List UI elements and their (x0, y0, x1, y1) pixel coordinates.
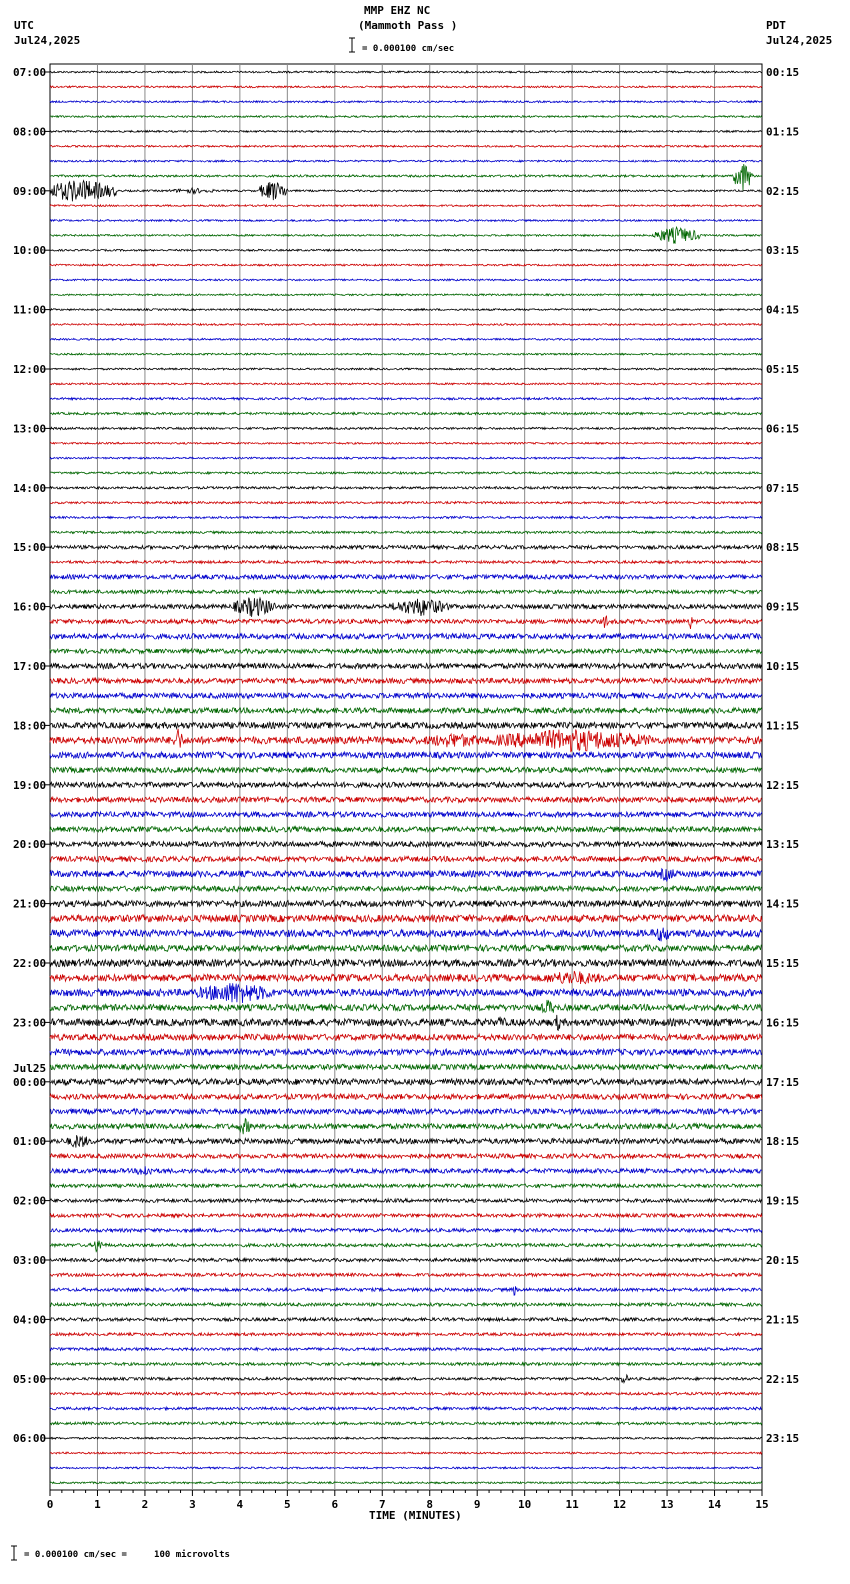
utc-hour-label: 13:00 (13, 422, 47, 436)
pdt-hour-label: 05:15 (766, 363, 800, 376)
x-axis-title: TIME (MINUTES) (369, 1509, 462, 1522)
x-tick-label: 13 (660, 1498, 674, 1511)
utc-hour-label: 02:00 (13, 1194, 47, 1208)
seismic-trace (50, 590, 762, 594)
seismic-trace (50, 531, 762, 533)
pdt-hour-label: 19:15 (766, 1194, 800, 1208)
seismic-trace (50, 1363, 762, 1366)
seismic-trace (50, 634, 762, 639)
utc-hour-label: 14:00 (13, 481, 47, 495)
seismic-trace (50, 1333, 762, 1336)
site-name: (Mammoth Pass ) (358, 19, 458, 32)
utc-hour-label: 23:00 (13, 1016, 47, 1030)
seismic-trace (50, 412, 762, 414)
seismic-trace (50, 205, 762, 207)
seismic-trace (50, 827, 762, 832)
seismic-trace (50, 1482, 762, 1484)
pdt-hour-label: 13:15 (766, 838, 800, 852)
seismic-trace (50, 131, 762, 133)
x-tick-label: 7 (378, 1498, 386, 1511)
seismic-trace (50, 782, 762, 787)
seismic-trace (50, 1392, 762, 1395)
utc-hour-label: 07:00 (13, 66, 47, 79)
pdt-hour-label: 21:15 (766, 1313, 800, 1327)
pdt-hour-label: 09:15 (766, 600, 800, 614)
pdt-hour-label: 17:15 (766, 1075, 800, 1089)
seismic-trace (50, 886, 762, 891)
seismic-trace (50, 561, 762, 564)
seismic-trace (50, 516, 762, 518)
seismic-trace (50, 502, 762, 504)
station-title: MMP EHZ NC (364, 4, 431, 17)
utc-hour-label: 09:00 (13, 184, 47, 198)
seismic-trace (50, 86, 762, 88)
utc-hour-label: 11:00 (13, 303, 47, 317)
utc-date: Jul24,2025 (14, 34, 81, 47)
seismic-trace (50, 1184, 762, 1188)
pdt-hour-label: 03:15 (766, 244, 800, 258)
utc-hour-label: 21:00 (13, 897, 47, 911)
x-tick-label: 8 (426, 1498, 434, 1511)
scale-bar-icon (11, 38, 355, 1560)
seismic-trace (50, 487, 762, 489)
seismic-trace (50, 1467, 762, 1469)
seismic-trace (50, 983, 762, 1003)
x-tick-label: 6 (331, 1498, 339, 1511)
x-tick-label: 3 (189, 1498, 196, 1511)
x-tick-label: 14 (707, 1498, 722, 1511)
utc-label: UTC (14, 19, 34, 32)
x-tick-label: 15 (755, 1498, 769, 1511)
seismic-trace (50, 472, 762, 474)
seismic-trace (50, 1273, 762, 1276)
seismic-trace (50, 722, 762, 728)
pdt-hour-label: 01:15 (766, 125, 800, 139)
seismic-trace (50, 279, 762, 281)
seismic-trace (50, 249, 762, 251)
utc-hour-label: 15:00 (13, 541, 47, 555)
seismic-trace (50, 457, 762, 459)
seismic-trace (50, 678, 762, 683)
seismic-trace (50, 227, 762, 244)
pdt-hour-label: 14:15 (766, 897, 800, 911)
pdt-hour-label: 12:15 (766, 778, 800, 792)
seismic-trace (50, 427, 762, 429)
seismic-trace (50, 1135, 762, 1147)
seismic-trace (50, 797, 762, 802)
seismic-trace (50, 1452, 762, 1454)
pdt-hour-label: 23:15 (766, 1432, 800, 1446)
seismic-trace (50, 649, 762, 654)
pdt-hour-label: 00:15 (766, 66, 800, 79)
seismic-trace (50, 663, 762, 668)
utc-hour-label: 06:00 (13, 1432, 47, 1446)
seismic-trace (50, 812, 762, 817)
seismic-trace (50, 545, 762, 549)
utc-hour-label: 08:00 (13, 125, 47, 139)
seismic-trace (50, 101, 762, 103)
pdt-hour-label: 16:15 (766, 1016, 800, 1030)
seismic-trace (50, 383, 762, 385)
seismic-trace (50, 575, 762, 579)
seismic-trace (50, 901, 762, 907)
pdt-label: PDT (766, 19, 786, 32)
seismic-trace (50, 160, 762, 162)
x-tick-label: 9 (473, 1498, 481, 1511)
seismic-trace (50, 693, 762, 698)
utc-hour-label: 18:00 (13, 719, 47, 733)
seismic-trace (50, 1437, 762, 1439)
seismic-trace (50, 869, 762, 882)
seismic-trace (50, 1258, 762, 1261)
seismic-trace (50, 220, 762, 222)
seismic-trace (50, 181, 762, 202)
seismic-trace (50, 145, 762, 147)
utc-hour-label: 03:00 (13, 1254, 47, 1267)
x-tick-label: 4 (236, 1498, 244, 1511)
seismic-trace (50, 928, 762, 942)
pdt-hour-label: 10:15 (766, 660, 800, 673)
seismic-trace (50, 1000, 762, 1013)
scale-label: = 0.000100 cm/sec (362, 44, 455, 54)
utc-hour-label: 04:00 (13, 1313, 47, 1327)
seismic-trace (50, 1286, 762, 1295)
seismic-trace (50, 442, 762, 444)
utc-hour-label: 19:00 (13, 778, 47, 792)
x-tick-label: 10 (518, 1498, 532, 1511)
seismic-trace (50, 1015, 762, 1030)
seismic-trace (50, 1064, 762, 1069)
seismic-trace (50, 1109, 762, 1114)
pdt-hour-label: 11:15 (766, 719, 800, 733)
seismic-trace (50, 1154, 762, 1159)
seismic-trace (50, 842, 762, 847)
seismic-trace (50, 1229, 762, 1233)
utc-hour-label: 16:00 (13, 600, 47, 614)
seismic-trace (50, 398, 762, 400)
utc-hour-label: 01:00 (13, 1135, 47, 1149)
seismic-trace (50, 353, 762, 355)
seismic-trace (50, 752, 762, 758)
x-tick-label: 11 (565, 1498, 579, 1511)
seismic-trace (50, 1318, 762, 1321)
seismic-trace (50, 729, 762, 752)
pdt-hour-label: 07:15 (766, 481, 800, 495)
seismic-trace (50, 1241, 762, 1252)
seismic-trace (50, 971, 762, 984)
utc-hour-label: 22:00 (13, 957, 47, 970)
seismic-trace (50, 1199, 762, 1203)
x-tick-label: 0 (46, 1498, 54, 1511)
x-tick-label: 12 (612, 1498, 627, 1511)
seismic-trace (50, 1214, 762, 1218)
utc-hour-label: 05:00 (13, 1372, 47, 1386)
utc-hour-label: 20:00 (13, 838, 47, 852)
x-tick-label: 5 (284, 1498, 291, 1511)
seismic-trace (50, 1079, 762, 1085)
utc-hour-label: 10:00 (13, 244, 47, 258)
utc-hour-label: 00:00 (13, 1075, 47, 1089)
seismic-trace (50, 1049, 762, 1055)
seismic-trace (50, 959, 762, 966)
seismic-trace (50, 945, 762, 951)
seismic-trace (50, 338, 762, 340)
seismic-trace (50, 708, 762, 713)
seismic-trace (50, 71, 762, 73)
seismic-trace (50, 1119, 762, 1135)
seismic-trace (50, 368, 762, 370)
seismic-trace (50, 116, 762, 118)
seismic-trace (50, 1375, 762, 1383)
pdt-hour-label: 20:15 (766, 1254, 800, 1267)
seismic-trace (50, 767, 762, 772)
pdt-hour-label: 22:15 (766, 1372, 800, 1386)
seismic-trace (50, 1422, 762, 1425)
seismic-trace (50, 164, 762, 191)
pdt-hour-label: 02:15 (766, 184, 800, 198)
utc-hour-label: 12:00 (13, 363, 47, 376)
pdt-hour-label: 04:15 (766, 303, 800, 317)
seismic-trace (50, 1348, 762, 1351)
x-tick-label: 1 (94, 1498, 101, 1511)
pdt-hour-label: 15:15 (766, 957, 800, 970)
seismic-trace (50, 1166, 762, 1174)
seismic-trace (50, 324, 762, 326)
seismic-trace (50, 598, 762, 617)
seismic-trace (50, 294, 762, 296)
seismic-trace (50, 616, 762, 629)
seismic-trace (50, 1407, 762, 1410)
seismic-trace (50, 1094, 762, 1099)
date-change-label: Jul25 (13, 1061, 47, 1075)
pdt-hour-label: 06:15 (766, 422, 800, 436)
seismic-trace (50, 1303, 762, 1306)
seismic-trace (50, 264, 762, 266)
seismic-trace (50, 856, 762, 861)
seismic-trace (50, 915, 762, 922)
pdt-date: Jul24,2025 (766, 34, 833, 47)
footer-scale: = 0.000100 cm/sec = 100 microvolts (24, 1550, 230, 1560)
x-tick-label: 2 (141, 1498, 149, 1511)
seismic-trace (50, 1034, 762, 1040)
utc-hour-label: 17:00 (13, 660, 47, 673)
pdt-hour-label: 18:15 (766, 1135, 800, 1149)
pdt-hour-label: 08:15 (766, 541, 800, 555)
seismic-trace (50, 309, 762, 311)
